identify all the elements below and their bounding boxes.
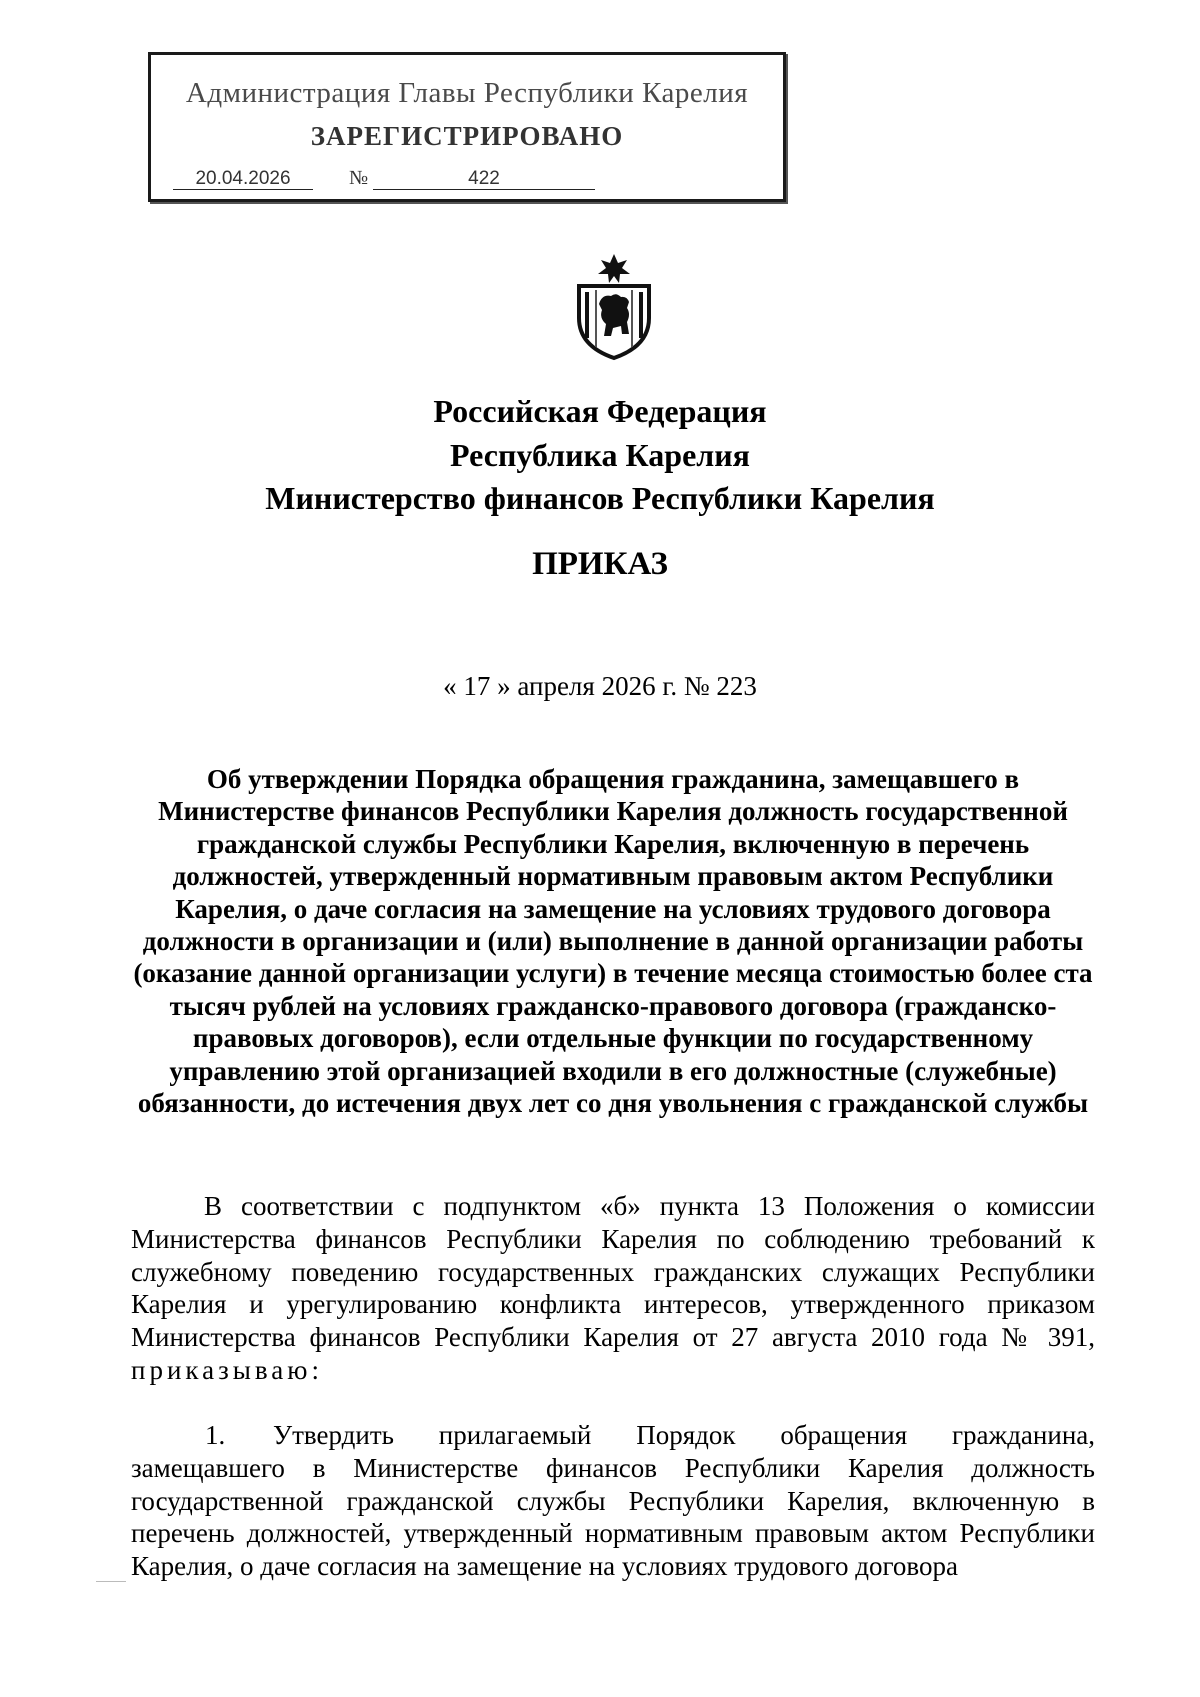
- republic-heading: Республика Карелия: [450, 437, 750, 473]
- stamp-registered-label: ЗАРЕГИСТРИРОВАНО: [310, 121, 624, 151]
- stamp-authority: Администрация Главы Республики Карелия: [185, 77, 749, 109]
- order-date-number: « 17 » апреля 2026 г. № 223: [443, 671, 757, 701]
- document-type-heading: ПРИКАЗ: [532, 546, 668, 582]
- ministry-heading: Министерство финансов Республики Карелия: [265, 480, 935, 516]
- order-title: Об утверждении Порядка обращения гражданина, замещавшего в Министерстве финансов Республики Карелия должность государственной гражданской службы Республики Карелия, включенную в перечень должностей, утвержденный нормативным правовым актом Республики Карелия, о даче согласия на замещение на условиях трудового договора должности в организации и (или) выполнение в данной организации работы (оказание данной организации услуги) в течение месяца стоимостью более ста тысяч рублей на условиях гражданско-правового договора (гражданско-правовых договоров), если отдельные функции по государственному управлению этой организацией входили в его должностные (служебные) обязанности, до истечения двух лет со дня увольнения с гражданской службы: [133, 764, 1093, 1119]
- preamble-text: В соответствии с подпунктом «б» пункта 13 Положения о комиссии Министерства финансов Республики Карелия по соблюдению требований к служебному поведению государственных гражданских служащих Республики Карелия и урегулированию конфликта интересов, утвержденного приказом Министерства финансов Республики Карелия от 27 августа 2010 года № 391,: [131, 1191, 1095, 1353]
- stamp-number-sign: №: [349, 167, 369, 189]
- preamble-paragraph: [131, 1190, 1095, 1387]
- registration-stamp: [148, 52, 786, 202]
- country-heading: Российская Федерация: [433, 393, 767, 429]
- margin-mark: [96, 1581, 126, 1582]
- karelia-coat-of-arms-icon: [569, 252, 659, 362]
- stamp-number: 422: [373, 169, 595, 190]
- item-1-text: Утвердить прилагаемый Порядок обращения гражданина, замещавшего в Министерстве финансов Республики Карелия должность государственной гражданской службы Республики Карелия, включенную в перечень должностей, утвержденный нормативным правовым актом Республики Карелия, о даче согласия на замещение на условиях трудового договора: [131, 1420, 1095, 1582]
- item-1-paragraph: [131, 1419, 1095, 1583]
- item-1-number: 1.: [205, 1420, 226, 1450]
- directive-word: приказываю:: [131, 1354, 323, 1385]
- stamp-date: 20.04.2026: [173, 169, 313, 190]
